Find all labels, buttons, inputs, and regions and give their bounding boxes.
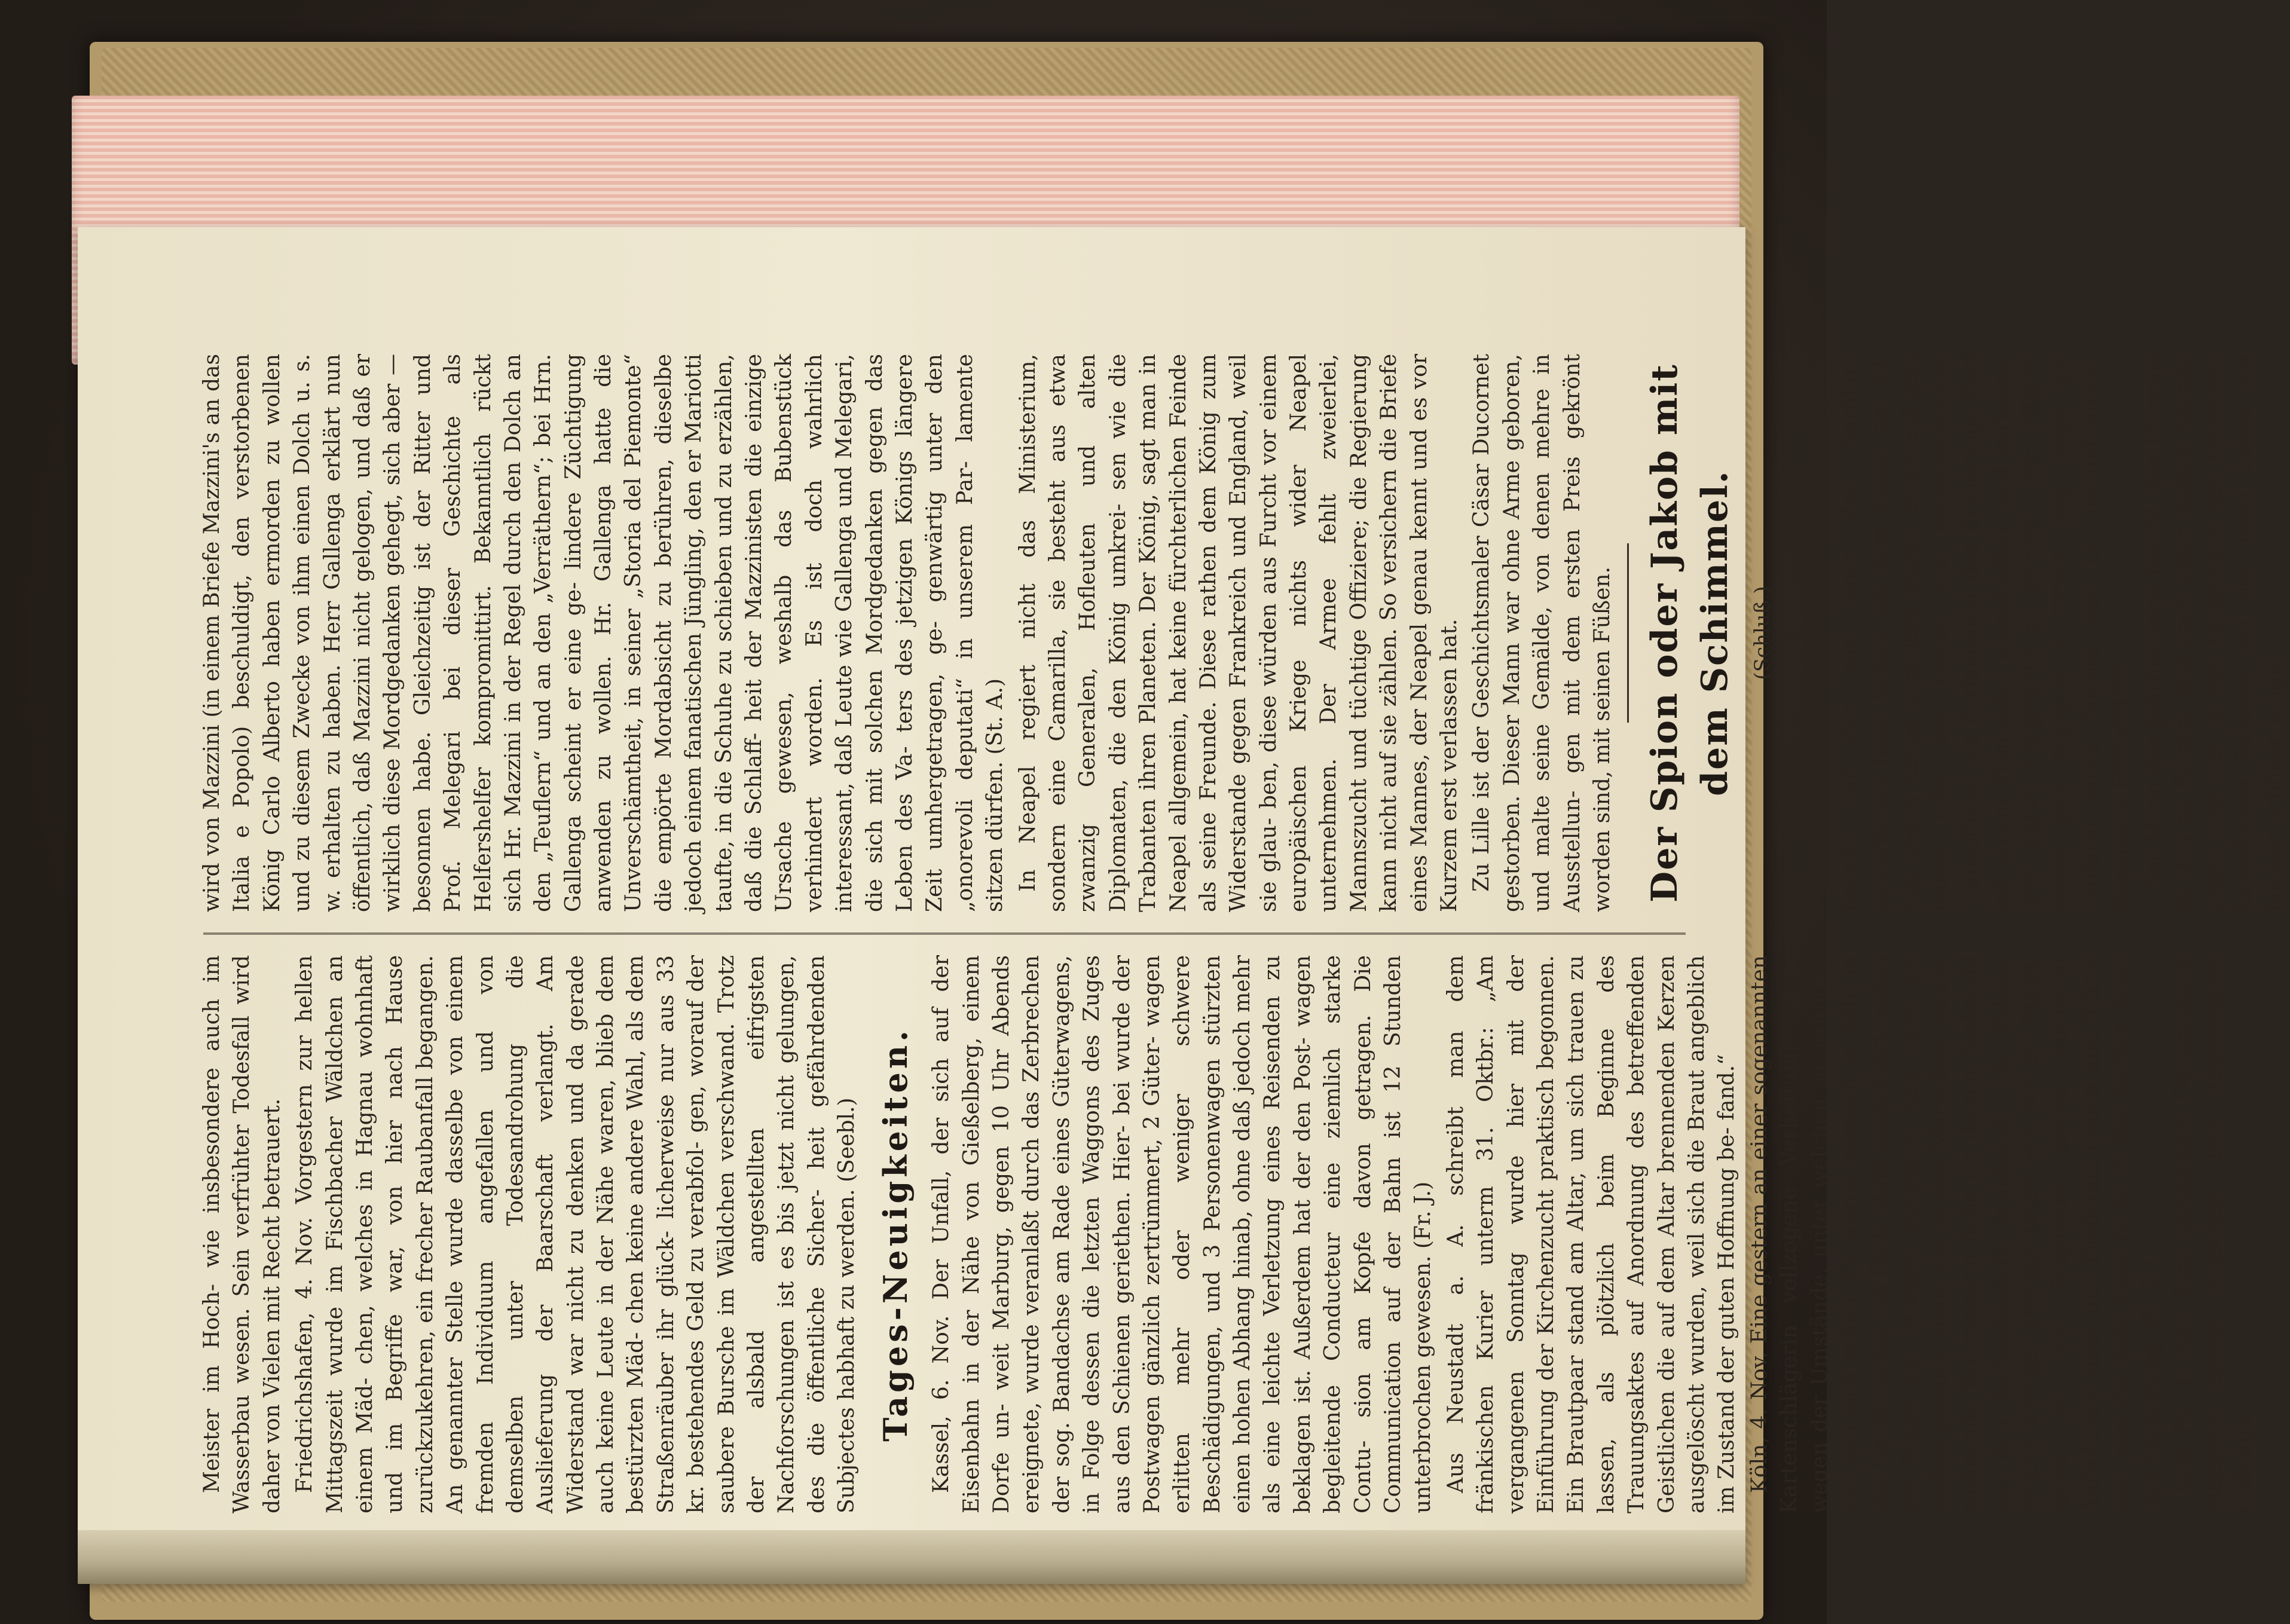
article-paragraph: wird von Mazzini (in einem Briefe Mazzini's an das Italia e Popolo) beschuldigt, den verstorbenen König Carlo Alberto haben ermorden zu wollen und zu diesem Zwecke von ihm einen Dolch u. s. w. erhalten zu haben. Herr Gallenga erklärt nun öffentlich, daß Mazzini nicht gelogen, und daß er wirklich diese Mordgedanken gehegt, sich aber — besonnen habe. Gleichzeitig ist der Ritter und Prof. Melegari bei dieser Geschichte als Helfershelfer kompromittirt. Bekanntlich rückt sich Hr. Mazzini in der Regel durch den Dolch an den „Teuflern“ und an den „Verräthern“; bei Hrn. Gallenga scheint er eine ge- lindere Züchtigung anwenden zu wollen. Hr. Gallenga hatte die Unverschämtheit, in seiner „Storia del Piemonte“ die empörte Mordabsicht zu berühren, dieselbe jedoch einem fanatischen Jüngling, den er Mariotti taufte, in die Schuhe zu schieben und zu erzählen, daß die Schlaff- heit der Mazzinisten die einzige Ursache gewesen, weshalb das Bubenstück verhindert worden. Es ist doch wahrlich interessant, daß Leute wie Gallenga und Melegari, die sich mit solchen Mordgedanken gegen das Leben des Va- ters des jetzigen Königs längere Zeit umhergetragen, ge- genwärtig unter den „onorevoli deputati“ in unserem Par- lamente sitzen dürfen. (St. A.): [200, 354, 1008, 912]
book-gutter: [78, 1530, 1745, 1584]
section-rule: [1627, 543, 1629, 723]
right-column: [179, 337, 2287, 929]
rotated-text-area: [179, 299, 2287, 1530]
article-paragraph: In Neapel regiert nicht das Ministerium, sondern eine Camarilla, sie besteht aus etwa zwanzig Generalen, Hofleuten und alten Diplomaten, die den König umkrei- sen wie die Trabanten ihren Planeten. Der König, sagt man in Neapel allgemein, hat keine fürchterlichen Feinde als seine Freunde. Diese rathen dem König zum Widerstande gegen Frankreich und England, weil sie glau- ben, diese würden aus Furcht vor einem europäischen Kriege nichts wider Neapel unternehmen. Der Armee fehlt zweierlei, Mannszucht und tüchtige Offiziere; die Regierung kann nicht auf sie zählen. So versichern die Briefe eines Mannes, der Neapel genau kennt und es vor Kurzem erst verlassen hat.: [1015, 354, 1462, 912]
column-divider: [203, 932, 1686, 935]
text-columns: [179, 299, 2287, 1530]
article-paragraph: Das französische Heer unter Napoleon hauste bereits auf der aus jener Zeit berühmt gewordenen Insel Lobau, als dem Kaiser am 19. Mai gegen Abend gemeldet wurde, es sei auf dem linken Ufer der Donau ein österreichischer Stabsoffizier als Parlamentär des Erzherzogs Karl mit einem Trompeter eingetroffen, und verlange, dem Kaiser vorgestellt zu werden. Der Offizier nenne sich Marquis v. ***t**, und trage die Uniform eines Majors des Li- nieninfanterie-Regiments B***g**t***.: [1808, 354, 2134, 912]
article-paragraph: Zu Lille ist der Geschichtsmaler Cäsar Ducornet gestorben. Dieser Mann war ohne Arme geboren, und malte seine Gemälde, von denen mehre in Ausstellun- gen mit dem ersten Preis gekrönt worden sind, mit seinen Füßen.: [1469, 354, 1615, 912]
section-heading: Der Spion oder Jakob mit dem Schimmel.: [1644, 363, 1736, 903]
article-paragraph: Der Mann des Jahrhunderts befahl, den Marquis zu ihm zu führen, und nach einer halben Stunde unge- fähr trat in das Vorgemach des hölzernen kaiserlichen Palastes auf der Insel Lobau ein blasser, schöner, junger: [2141, 354, 2287, 912]
article-paragraph: Kassel, 6. Nov. Der Unfall, der sich auf der Eisenbahn in der Nähe von Gießelberg, einem Dorfe un- weit Marburg, gegen 10 Uhr Abends ereignete, wurde veranlaßt durch das Zerbrechen der sog. Bandachse am Rade eines Güterwagens, in Folge dessen die letzten Waggons des Zuges aus den Schienen geriethen. Hier- bei wurde der Postwagen gänzlich zertrümmert, 2 Güter- wagen erlitten mehr oder weniger schwere Beschädigungen, und 3 Personenwagen stürzten einen hohen Abhang hinab, ohne daß jedoch mehr als eine leichte Verletzung eines Reisenden zu beklagen ist. Außerdem hat der den Post- wagen begleitende Conducteur eine ziemlich starke Contu- sion am Kopfe davon getragen. Die Communication auf der Bahn ist 12 Stunden unterbrochen gewesen. (Fr. J.): [929, 955, 1436, 1513]
article-paragraph: Köln, 4. Nov. Eine gestern an einer sogenannten Kartenschlägerin vollzogene Verhaftung macht wegen der Umstände, unter welchen sie erfolgte, viel von sich reden. Es wurde nämlich in Köln in der Nacht vorher ein Dieb- stahl ausgeführt, wobei die Magd am Morgen aussagte, daß habe sie vorher gewußt, denn die in der Marzellen- straße wohnende Wahrsagerin habe ihr diesen Diebstahl aus den Kartenblättern prophezeit. Die Polizei, welche weniger abergläubisch war, wie die Magd, nahm an, die Prophetin könne vielleicht Aufschlüsse über den Diebstahl geben und führte aus, was die gute Frau nicht in den Karten fand: ihre Verhaftung. (K. Z.): [1747, 955, 2163, 1513]
section-subheading: 6.: [1778, 623, 1803, 643]
article-paragraph: Friedrichshafen, 4. Nov. Vorgestern zur hellen Mittagszeit wurde im Fischbacher Wäldchen an einem Mäd- chen, welches in Hagnau wohnhaft und im Begriffe war, von hier nach Hause zurückzukehren, ein frecher Raubanfall begangen. An genannter Stelle wurde dasselbe von einem fremden Individuum angefallen und von demselben unter Todesandrohung die Auslieferung der Baarschaft verlangt. Am Widerstand war nicht zu denken und da gerade auch keine Leute in der Nähe waren, blieb dem bestürzten Mäd- chen keine andere Wahl, als dem Straßenräuber ihr glück- licherweise nur aus 33 kr. bestehendes Geld zu verabfol- gen, worauf der saubere Bursche im Wäldchen verschwand. Trotz der alsbald angestellten eifrigsten Nachforschungen ist es bis jetzt nicht gelungen, des die öffentliche Sicher- heit gefährdenden Subjectes habhaft zu werden. (Seebl.): [292, 955, 860, 1513]
article-paragraph: Vom Po, 1. Nov. Eine sonderbare Denunciation Mazzini's erregt Aufsehen. Der Abgeordnete Gallenga: [2171, 955, 2256, 1513]
left-column: [179, 938, 2256, 1530]
section-heading: Tages-Neuigkeiten.: [876, 1027, 915, 1442]
article-paragraph: Aus Neustadt a. A. schreibt man dem fränkischen Kurier unterm 31. Oktbr.: „Am vergangenen Sonntag wurde hier mit der Einführung der Kirchenzucht praktisch begonnen. Ein Brautpaar stand am Altar, um sich trauen zu lassen, als plötzlich beim Beginne des Trauungsaktes auf Anordnung des betreffenden Geistlichen die auf dem Altar brennenden Kerzen ausgelöscht wurden, weil sich die Braut angeblich im Zustand der guten Hoffnung be- fand.“: [1443, 955, 1739, 1513]
section-subheading: (Schluß.): [1750, 586, 1775, 680]
article-paragraph: Meister im Hoch- wie insbesondere auch im Wasserbau wesen. Sein verfrühter Todesfall wird daher von Vielen mit Recht betrauert.: [200, 955, 285, 1513]
